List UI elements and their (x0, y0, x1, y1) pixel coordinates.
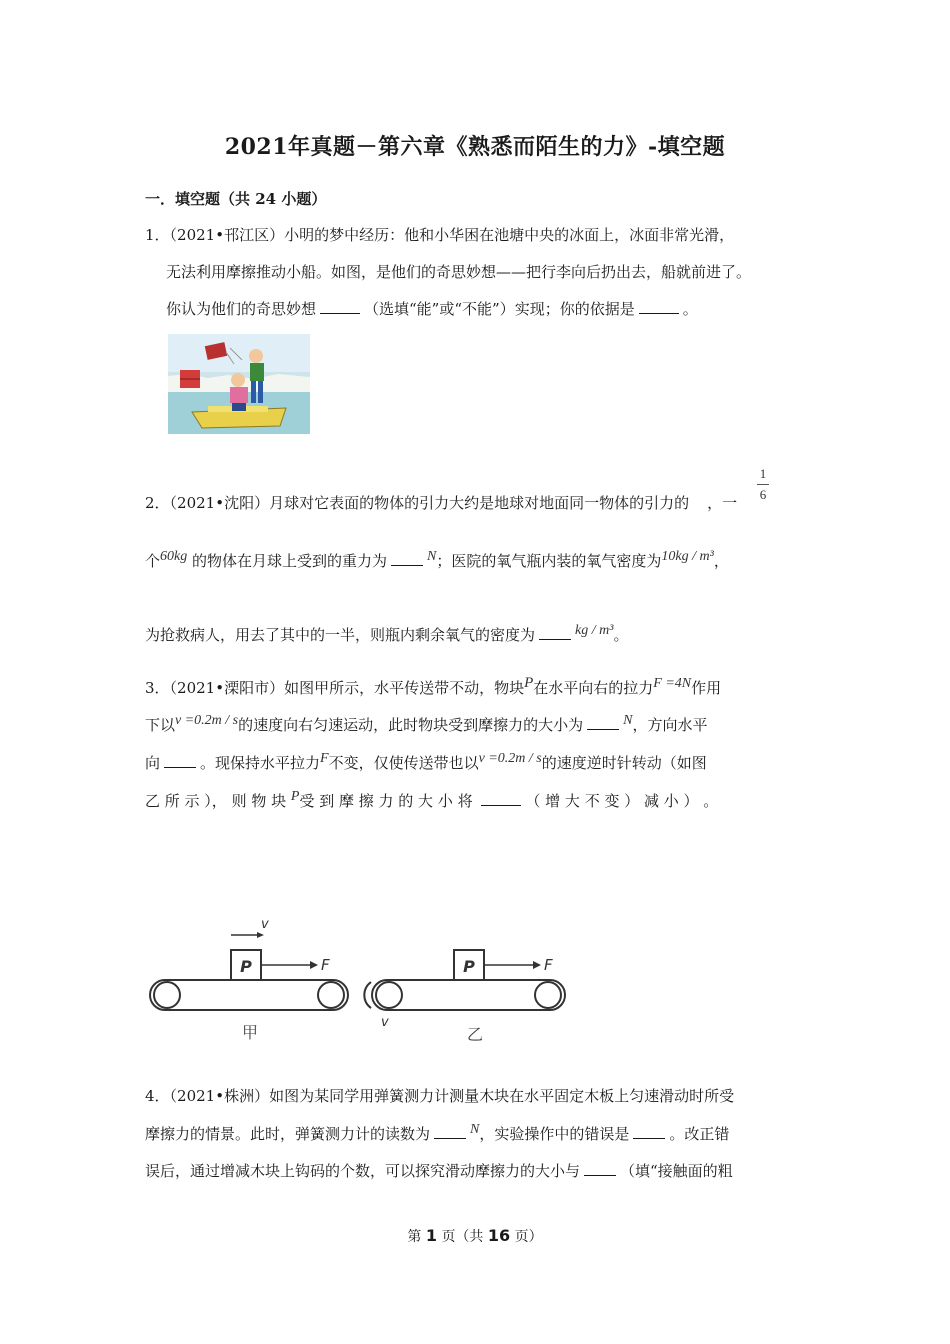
q4-blank-2[interactable] (633, 1124, 665, 1139)
q3-line-1 (145, 677, 721, 701)
q4-text: 摩擦力的情景。此时，弹簧测力计的读数为 (145, 1125, 431, 1143)
q3-math-p: P (290, 789, 300, 804)
q3-math-force: F =4N (653, 676, 692, 691)
q2-math-unit: kg / m³ (575, 623, 614, 638)
q3-math-velocity: v =0.2m / s (175, 713, 239, 728)
q1-line-3 (166, 298, 698, 320)
q2-line-3 (145, 624, 628, 648)
q2-math-mass: 60kg (160, 549, 188, 564)
q2-math-unit: N (427, 549, 437, 564)
q2-text: 2．（2021•沈阳）月球对它表面的物体的引力大约是地球对地面同一物体的引力的 (145, 494, 690, 512)
fig-label-v: v (381, 1015, 389, 1030)
q3-text: 3．（2021•溧阳市）如图甲所示，水平传送带不动，物块 (145, 679, 525, 697)
fig-label-p: P (463, 957, 475, 976)
q4-line-1: 4．（2021•株洲）如图为某同学用弹簧测力计测量木块在水平固定木板上匀速滑动时所受 (145, 1087, 735, 1105)
q2-fraction-denominator: 6 (757, 484, 769, 503)
q3-blank-3[interactable] (481, 791, 521, 806)
q4-blank-3[interactable] (584, 1161, 616, 1176)
q2-blank-1[interactable] (391, 551, 423, 566)
q2-text: ， (713, 552, 729, 570)
q4-text: 误后，通过增减木块上钩码的个数，可以探究滑动摩擦力的大小与 (145, 1162, 581, 1180)
fig-label-p: P (240, 957, 252, 976)
footer-text: 第 (407, 1229, 422, 1245)
document-title: 2021年真题－第六章《熟悉而陌生的力》-填空题 (224, 134, 726, 160)
q3-line-4 (145, 790, 718, 814)
q2-text: 为抢救病人，用去了其中的一半，则瓶内剩余氧气的密度为 (145, 626, 536, 644)
q3-math-unit: N (623, 713, 633, 728)
q3-text: ，方向水平 (632, 716, 708, 734)
q4-line-3 (145, 1160, 733, 1182)
q1-boat-illustration (168, 334, 310, 434)
q3-text: 不变，仅使传送带也以 (328, 754, 479, 772)
q3-conveyor-figure (145, 910, 575, 1050)
q1-line-1: 1．（2021•邗江区）小明的梦中经历：他和小华困在池塘中央的冰面上，冰面非常光滑， (145, 226, 735, 244)
q2-text: ；医院的氧气瓶内装的氧气密度为 (436, 552, 662, 570)
section-heading: 一．填空题（共 24 小题） (145, 190, 327, 208)
fig-label-f: F (321, 956, 330, 974)
q3-text: 乙 所 示 ）， 则 物 块 (145, 792, 287, 810)
q3-text: 受 到 摩 擦 力 的 大 小 将 (299, 792, 473, 810)
q2-blank-2[interactable] (539, 625, 571, 640)
q1-blank-2[interactable] (639, 299, 679, 314)
q3-text: 作用 (691, 679, 722, 697)
q1-text: 。 (682, 300, 698, 318)
fig-label-yi: 乙 (466, 1025, 484, 1044)
q3-math-velocity: v =0.2m / s (478, 751, 542, 766)
q3-text: 向 (145, 754, 161, 772)
q4-text: （填“接触面的粗 (620, 1162, 733, 1180)
q3-blank-2[interactable] (164, 753, 196, 768)
q2-text: 。 (613, 626, 629, 644)
q3-text: 下以 (145, 716, 176, 734)
q3-text: 的速度逆时针转动（如图 (541, 754, 707, 772)
footer-total-pages: 16 (487, 1226, 511, 1245)
q3-math-f: F (320, 751, 329, 766)
footer-text: 页（共 (441, 1229, 484, 1245)
q3-text: 在水平向右的拉力 (533, 679, 654, 697)
q2-fraction (757, 466, 769, 503)
q4-text: ，实验操作中的错误是 (479, 1125, 630, 1143)
q2-text: ，一 (707, 494, 738, 512)
q1-text: 你认为他们的奇思妙想 (166, 300, 317, 318)
q2-line-1 (145, 492, 737, 514)
q1-text: （选填“能”或“不能”）实现；你的依据是 (364, 300, 635, 318)
q4-blank-1[interactable] (434, 1124, 466, 1139)
q4-line-2 (145, 1123, 729, 1147)
page-footer (0, 1226, 950, 1246)
q3-math-p: P (524, 675, 534, 691)
footer-page-number: 1 (425, 1226, 437, 1245)
q1-blank-1[interactable] (320, 299, 360, 314)
fig-label-f: F (544, 956, 553, 974)
q3-text: 的速度向右匀速运动，此时物块受到摩擦力的大小为 (238, 716, 584, 734)
q2-text: 的物体在月球上受到的重力为 (192, 552, 388, 570)
fig-label-jia: 甲 (241, 1023, 259, 1042)
q3-blank-1[interactable] (587, 715, 619, 730)
q3-text: （ 增 大 不 变 ） 减 小 ） 。 (525, 792, 719, 810)
q2-math-density: 10kg / m³ (661, 549, 714, 564)
q3-text: 。现保持水平拉力 (200, 754, 321, 772)
q2-line-2 (145, 550, 729, 574)
q3-line-2 (145, 714, 708, 738)
fig-label-v: v (261, 917, 269, 932)
q1-line-2: 无法利用摩擦推动小船。如图，是他们的奇思妙想——把行李向后扔出去，船就前进了。 (166, 263, 752, 281)
footer-text: 页） (514, 1229, 543, 1245)
q3-line-3 (145, 752, 707, 776)
q4-math-unit: N (470, 1122, 480, 1137)
q2-fraction-numerator: 1 (759, 466, 767, 481)
q4-text: 。改正错 (669, 1125, 730, 1143)
q2-text: 个 (145, 552, 161, 570)
